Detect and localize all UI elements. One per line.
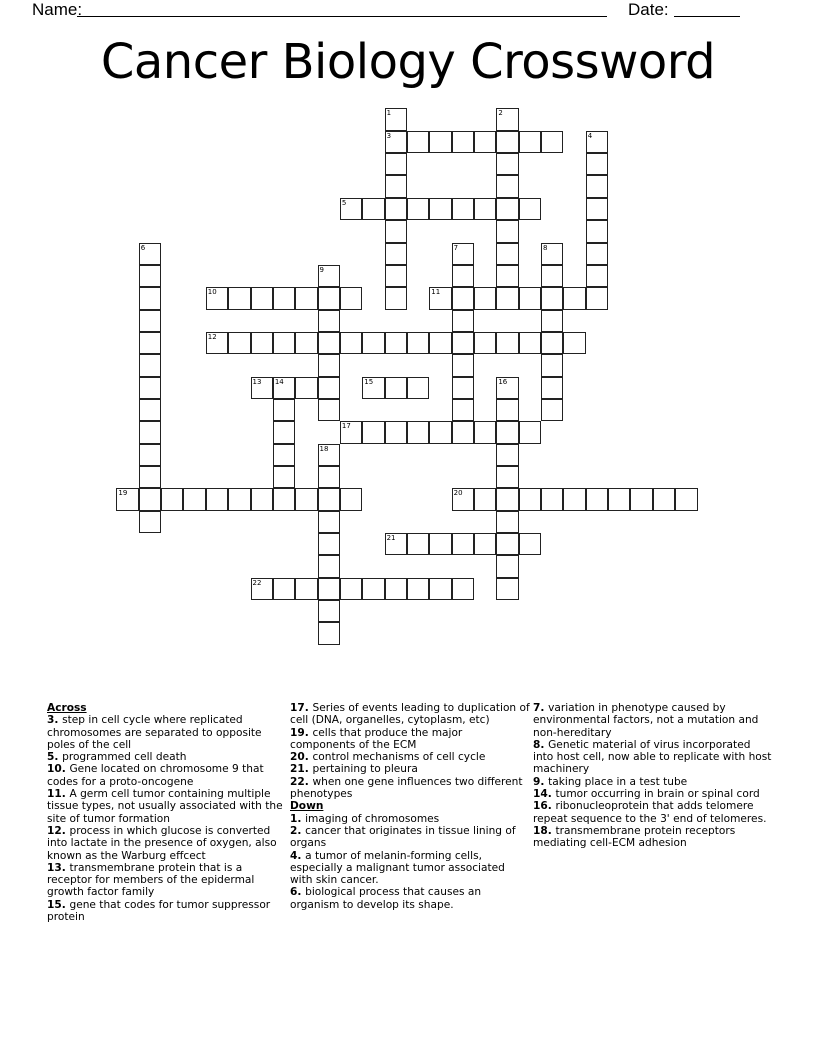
- clue-number: 22: [252, 578, 262, 587]
- clue-number: 8: [543, 243, 548, 252]
- crossword-cell[interactable]: [385, 287, 407, 309]
- crossword-cell[interactable]: [541, 377, 563, 399]
- crossword-cell[interactable]: [318, 488, 340, 510]
- crossword-cell[interactable]: [139, 444, 161, 466]
- crossword-cell[interactable]: [496, 108, 518, 130]
- crossword-cell[interactable]: [385, 108, 407, 130]
- clue-number: 13: [252, 377, 262, 386]
- clue-number: 3.: [47, 714, 63, 727]
- clue-across-21: [290, 763, 530, 775]
- crossword-cell[interactable]: [496, 287, 518, 309]
- clues-column-3: [533, 702, 773, 850]
- clue-number: 18: [319, 444, 329, 453]
- crossword-cell[interactable]: [385, 421, 407, 443]
- crossword-cell[interactable]: [318, 354, 340, 376]
- crossword-cell[interactable]: [429, 287, 451, 309]
- clue-across-13: [47, 862, 287, 899]
- crossword-cell[interactable]: [452, 265, 474, 287]
- crossword-cell[interactable]: [362, 332, 384, 354]
- crossword-cell[interactable]: [474, 332, 496, 354]
- clue-text: when one gene influences two different phenotypes: [290, 775, 523, 801]
- clue-across-22: [290, 776, 530, 801]
- crossword-cell[interactable]: [608, 488, 630, 510]
- crossword-cell[interactable]: [407, 377, 429, 399]
- crossword-cell[interactable]: [452, 488, 474, 510]
- clue-text: a tumor of melanin-forming cells, especially a malignant tumor associated with skin cancer.: [290, 849, 505, 887]
- clue-text: transmembrane protein receptors mediating cell-ECM adhesion: [533, 824, 736, 850]
- clue-text: Genetic material of virus incorporated into host cell, now able to replicate with host machinery: [533, 738, 772, 776]
- crossword-cell[interactable]: [318, 533, 340, 555]
- clue-number: 4: [587, 131, 593, 140]
- crossword-cell[interactable]: [362, 377, 384, 399]
- crossword-cell[interactable]: [541, 243, 563, 265]
- crossword-cell[interactable]: [496, 332, 518, 354]
- crossword-cell[interactable]: [541, 399, 563, 421]
- crossword-cell[interactable]: [474, 421, 496, 443]
- clue-down-8: [533, 739, 773, 776]
- crossword-cell[interactable]: [139, 377, 161, 399]
- crossword-cell[interactable]: [340, 578, 362, 600]
- clues-column-2: [290, 702, 530, 911]
- crossword-cell[interactable]: [429, 131, 451, 153]
- clue-number: 17.: [290, 702, 313, 714]
- clue-down-9: [533, 776, 773, 788]
- clue-number: 4.: [290, 849, 306, 862]
- clue-across-17: [290, 702, 530, 727]
- clue-across-12: [47, 825, 287, 862]
- clue-down-7: [533, 702, 773, 739]
- down-heading: Down: [290, 800, 324, 813]
- crossword-cell[interactable]: [496, 578, 518, 600]
- crossword-cell[interactable]: [385, 220, 407, 242]
- crossword-cell[interactable]: [586, 265, 608, 287]
- crossword-cell[interactable]: [139, 354, 161, 376]
- clue-number: 1: [386, 109, 392, 118]
- crossword-cell[interactable]: [429, 332, 451, 354]
- crossword-cell[interactable]: [474, 533, 496, 555]
- crossword-cell[interactable]: [318, 578, 340, 600]
- crossword-cell[interactable]: [206, 287, 228, 309]
- crossword-cell[interactable]: [407, 332, 429, 354]
- crossword-cell[interactable]: [452, 131, 474, 153]
- clue-number: 8.: [533, 738, 549, 751]
- clue-text: step in cell cycle where replicated chromosomes are separated to opposite poles of the cell: [47, 714, 262, 751]
- crossword-cell[interactable]: [362, 198, 384, 220]
- crossword-cell[interactable]: [385, 175, 407, 197]
- crossword-cell[interactable]: [385, 198, 407, 220]
- clue-down-16: [533, 800, 773, 825]
- crossword-cell[interactable]: [161, 488, 183, 510]
- clue-text: pertaining to pleura: [312, 763, 418, 776]
- clue-number: 19.: [290, 726, 313, 739]
- crossword-cell[interactable]: [452, 243, 474, 265]
- clue-number: 1.: [290, 812, 306, 825]
- crossword-cell[interactable]: [496, 511, 518, 533]
- clue-text: cancer that originates in tissue lining of organs: [290, 824, 516, 850]
- crossword-cell[interactable]: [496, 377, 518, 399]
- clue-number: 17: [341, 422, 351, 431]
- crossword-cell[interactable]: [452, 533, 474, 555]
- crossword-cell[interactable]: [273, 466, 295, 488]
- clue-number: 5: [341, 198, 347, 207]
- clue-number: 21.: [290, 763, 313, 776]
- crossword-cell[interactable]: [586, 220, 608, 242]
- clue-number: 2.: [290, 824, 306, 837]
- crossword-cell[interactable]: [452, 354, 474, 376]
- crossword-cell[interactable]: [295, 377, 317, 399]
- clue-down-14: [533, 788, 773, 800]
- crossword-cell[interactable]: [116, 488, 138, 510]
- clue-across-10: [47, 763, 287, 788]
- crossword-cell[interactable]: [496, 466, 518, 488]
- clue-down-6: [290, 886, 530, 911]
- clue-text: process in which glucose is converted into lactate in the presence of oxygen, also known as the Warburg effcect: [47, 824, 277, 862]
- crossword-cell[interactable]: [139, 488, 161, 510]
- clue-number: 19: [118, 489, 128, 498]
- crossword-cell[interactable]: [519, 421, 541, 443]
- crossword-cell[interactable]: [295, 488, 317, 510]
- crossword-cell[interactable]: [474, 198, 496, 220]
- clue-number: 14: [274, 377, 284, 386]
- crossword-cell[interactable]: [429, 578, 451, 600]
- clue-number: 16: [498, 377, 508, 386]
- crossword-cell[interactable]: [228, 488, 250, 510]
- crossword-cell[interactable]: [318, 332, 340, 354]
- crossword-cell[interactable]: [429, 421, 451, 443]
- crossword-cell[interactable]: [474, 488, 496, 510]
- clue-number: 9: [319, 265, 325, 274]
- date-field[interactable]: [674, 16, 740, 17]
- crossword-cell[interactable]: [675, 488, 697, 510]
- crossword-cell[interactable]: [586, 243, 608, 265]
- name-field[interactable]: [77, 16, 607, 17]
- crossword-cell[interactable]: [206, 332, 228, 354]
- crossword-cell[interactable]: [519, 287, 541, 309]
- clue-text: ribonucleoprotein that adds telomere repeat sequence to the 3' end of telomeres.: [533, 800, 767, 825]
- crossword-cell[interactable]: [385, 243, 407, 265]
- crossword-cell[interactable]: [273, 399, 295, 421]
- clue-number: 20.: [290, 751, 313, 764]
- clue-number: 22.: [290, 775, 313, 788]
- crossword-cell[interactable]: [340, 332, 362, 354]
- clue-number: 15.: [47, 898, 70, 911]
- clue-number: 5.: [47, 751, 63, 764]
- crossword-cell[interactable]: [496, 488, 518, 510]
- crossword-cell[interactable]: [318, 399, 340, 421]
- crossword-cell[interactable]: [318, 600, 340, 622]
- crossword-cell[interactable]: [653, 488, 675, 510]
- crossword-cell[interactable]: [452, 198, 474, 220]
- crossword-cell[interactable]: [474, 131, 496, 153]
- clue-text: biological process that causes an organism to develop its shape.: [290, 886, 482, 911]
- crossword-cell[interactable]: [429, 533, 451, 555]
- crossword-cell[interactable]: [251, 377, 273, 399]
- crossword-cell[interactable]: [452, 399, 474, 421]
- clue-number: 12.: [47, 824, 70, 837]
- crossword-cell[interactable]: [429, 198, 451, 220]
- crossword-cell[interactable]: [541, 131, 563, 153]
- crossword-cell[interactable]: [139, 243, 161, 265]
- clue-down-2: [290, 825, 530, 850]
- clue-number: 9.: [533, 775, 549, 788]
- crossword-cell[interactable]: [295, 332, 317, 354]
- crossword-cell[interactable]: [273, 488, 295, 510]
- clue-number: 20: [453, 489, 463, 498]
- crossword-cell[interactable]: [496, 198, 518, 220]
- crossword-cell[interactable]: [407, 533, 429, 555]
- clue-text: Gene located on chromosome 9 that codes for a proto-oncogene: [47, 763, 264, 788]
- crossword-cell[interactable]: [452, 287, 474, 309]
- clue-number: 11: [431, 288, 441, 297]
- crossword-cell[interactable]: [496, 265, 518, 287]
- crossword-cell[interactable]: [318, 466, 340, 488]
- crossword-cell[interactable]: [496, 399, 518, 421]
- crossword-cell[interactable]: [452, 377, 474, 399]
- clue-number: 2: [498, 109, 503, 118]
- clue-number: 11.: [47, 788, 70, 801]
- clues-column-1: [47, 702, 287, 923]
- clue-text: variation in phenotype caused by environmental factors, not a mutation and non-hereditary: [533, 702, 759, 739]
- clue-across-20: [290, 751, 530, 763]
- crossword-cell[interactable]: [273, 377, 295, 399]
- clue-text: taking place in a test tube: [548, 775, 688, 788]
- crossword-cell[interactable]: [541, 265, 563, 287]
- crossword-cell[interactable]: [385, 377, 407, 399]
- crossword-cell[interactable]: [496, 555, 518, 577]
- crossword-cell[interactable]: [362, 578, 384, 600]
- crossword-cell[interactable]: [362, 421, 384, 443]
- crossword-cell[interactable]: [139, 265, 161, 287]
- crossword-cell[interactable]: [541, 310, 563, 332]
- crossword-cell[interactable]: [541, 287, 563, 309]
- crossword-cell[interactable]: [586, 175, 608, 197]
- crossword-cell[interactable]: [251, 578, 273, 600]
- crossword-cell[interactable]: [563, 287, 585, 309]
- crossword-cell[interactable]: [385, 533, 407, 555]
- clue-text: control mechanisms of cell cycle: [312, 751, 486, 764]
- crossword-cell[interactable]: [496, 175, 518, 197]
- clue-down-18: [533, 825, 773, 850]
- crossword-cell[interactable]: [541, 488, 563, 510]
- crossword-cell[interactable]: [251, 332, 273, 354]
- crossword-cell[interactable]: [385, 578, 407, 600]
- crossword-cell[interactable]: [452, 578, 474, 600]
- clue-text: tumor occurring in brain or spinal cord: [555, 788, 760, 801]
- clue-number: 7.: [533, 702, 549, 714]
- crossword-cell[interactable]: [318, 287, 340, 309]
- crossword-cell[interactable]: [407, 421, 429, 443]
- clue-text: imaging of chromosomes: [305, 812, 440, 825]
- crossword-cell[interactable]: [563, 488, 585, 510]
- clue-number: 10.: [47, 763, 70, 776]
- clue-text: gene that codes for tumor suppressor protein: [47, 898, 271, 924]
- crossword-cell[interactable]: [340, 287, 362, 309]
- crossword-cell[interactable]: [496, 421, 518, 443]
- crossword-cell[interactable]: [586, 131, 608, 153]
- crossword-cell[interactable]: [385, 153, 407, 175]
- crossword-cell[interactable]: [273, 287, 295, 309]
- crossword-cell[interactable]: [206, 488, 228, 510]
- crossword-cell[interactable]: [496, 444, 518, 466]
- crossword-cell[interactable]: [519, 533, 541, 555]
- date-label: Date:: [628, 0, 669, 19]
- clue-number: 14.: [533, 788, 556, 801]
- crossword-cell[interactable]: [273, 421, 295, 443]
- clue-across-15: [47, 899, 287, 924]
- crossword-cell[interactable]: [407, 131, 429, 153]
- clue-across-5: [47, 751, 287, 763]
- crossword-cell[interactable]: [273, 444, 295, 466]
- crossword-cell[interactable]: [452, 421, 474, 443]
- crossword-cell[interactable]: [139, 421, 161, 443]
- crossword-cell[interactable]: [295, 578, 317, 600]
- crossword-cell[interactable]: [273, 578, 295, 600]
- crossword-cell[interactable]: [318, 265, 340, 287]
- crossword-cell[interactable]: [318, 377, 340, 399]
- crossword-cell[interactable]: [474, 287, 496, 309]
- across-heading: Across: [47, 702, 87, 714]
- clue-number: 13.: [47, 861, 70, 874]
- crossword-cell[interactable]: [183, 488, 205, 510]
- crossword-cell[interactable]: [519, 198, 541, 220]
- crossword-cell[interactable]: [385, 131, 407, 153]
- crossword-cell[interactable]: [541, 354, 563, 376]
- clue-number: 6: [140, 243, 146, 252]
- crossword-cell[interactable]: [586, 198, 608, 220]
- clue-number: 21: [386, 534, 396, 543]
- crossword-cell[interactable]: [340, 198, 362, 220]
- clue-text: cells that produce the major components of the ECM: [290, 726, 463, 751]
- crossword-cell[interactable]: [452, 310, 474, 332]
- crossword-cell[interactable]: [541, 332, 563, 354]
- clue-number: 6.: [290, 886, 306, 899]
- clue-number: 10: [207, 288, 217, 297]
- clue-text: A germ cell tumor containing multiple tissue types, not usually associated with the site of tumor formation: [47, 788, 283, 825]
- crossword-cell[interactable]: [318, 511, 340, 533]
- clue-text: Series of events leading to duplication of cell (DNA, organelles, cytoplasm, etc): [290, 702, 530, 727]
- crossword-cell[interactable]: [630, 488, 652, 510]
- crossword-cell[interactable]: [586, 153, 608, 175]
- crossword-cell[interactable]: [139, 466, 161, 488]
- crossword-cell[interactable]: [318, 555, 340, 577]
- crossword-cell[interactable]: [251, 287, 273, 309]
- crossword-cell[interactable]: [519, 332, 541, 354]
- clue-across-3: [47, 714, 287, 751]
- crossword-cell[interactable]: [251, 488, 273, 510]
- crossword-cell[interactable]: [563, 332, 585, 354]
- page-title: Cancer Biology Crossword: [100, 34, 716, 90]
- clue-down-4: [290, 850, 530, 887]
- clue-number: 15: [364, 377, 374, 386]
- crossword-cell[interactable]: [385, 265, 407, 287]
- clue-number: 16.: [533, 800, 556, 813]
- crossword-cell[interactable]: [496, 153, 518, 175]
- crossword-cell[interactable]: [318, 310, 340, 332]
- crossword-cell[interactable]: [385, 332, 407, 354]
- crossword-cell[interactable]: [496, 243, 518, 265]
- crossword-cell[interactable]: [139, 399, 161, 421]
- crossword-cell[interactable]: [519, 488, 541, 510]
- clue-text: transmembrane protein that is a receptor for members of the epidermal growth factor family: [47, 861, 255, 899]
- crossword-cell[interactable]: [340, 421, 362, 443]
- crossword-cell[interactable]: [139, 511, 161, 533]
- clue-down-1: [290, 813, 530, 825]
- crossword-cell[interactable]: [295, 287, 317, 309]
- crossword-cell[interactable]: [139, 310, 161, 332]
- clue-number: 18.: [533, 824, 556, 837]
- clue-across-19: [290, 727, 530, 752]
- crossword-cell[interactable]: [228, 332, 250, 354]
- clue-number: 3: [386, 131, 392, 140]
- clue-text: programmed cell death: [62, 751, 187, 764]
- crossword-cell[interactable]: [340, 488, 362, 510]
- crossword-cell[interactable]: [139, 287, 161, 309]
- crossword-cell[interactable]: [586, 287, 608, 309]
- crossword-cell[interactable]: [496, 131, 518, 153]
- clue-number: 7: [453, 243, 459, 252]
- crossword-cell[interactable]: [407, 578, 429, 600]
- name-label: Name:: [32, 0, 83, 19]
- crossword-cell[interactable]: [586, 488, 608, 510]
- crossword-cell[interactable]: [318, 444, 340, 466]
- clue-across-11: [47, 788, 287, 825]
- crossword-cell[interactable]: [496, 220, 518, 242]
- crossword-cell[interactable]: [452, 332, 474, 354]
- crossword-cell[interactable]: [496, 533, 518, 555]
- crossword-cell[interactable]: [318, 622, 340, 644]
- crossword-cell[interactable]: [139, 332, 161, 354]
- crossword-cell[interactable]: [228, 287, 250, 309]
- crossword-cell[interactable]: [273, 332, 295, 354]
- crossword-cell[interactable]: [519, 131, 541, 153]
- crossword-cell[interactable]: [407, 198, 429, 220]
- clue-number: 12: [207, 332, 217, 341]
